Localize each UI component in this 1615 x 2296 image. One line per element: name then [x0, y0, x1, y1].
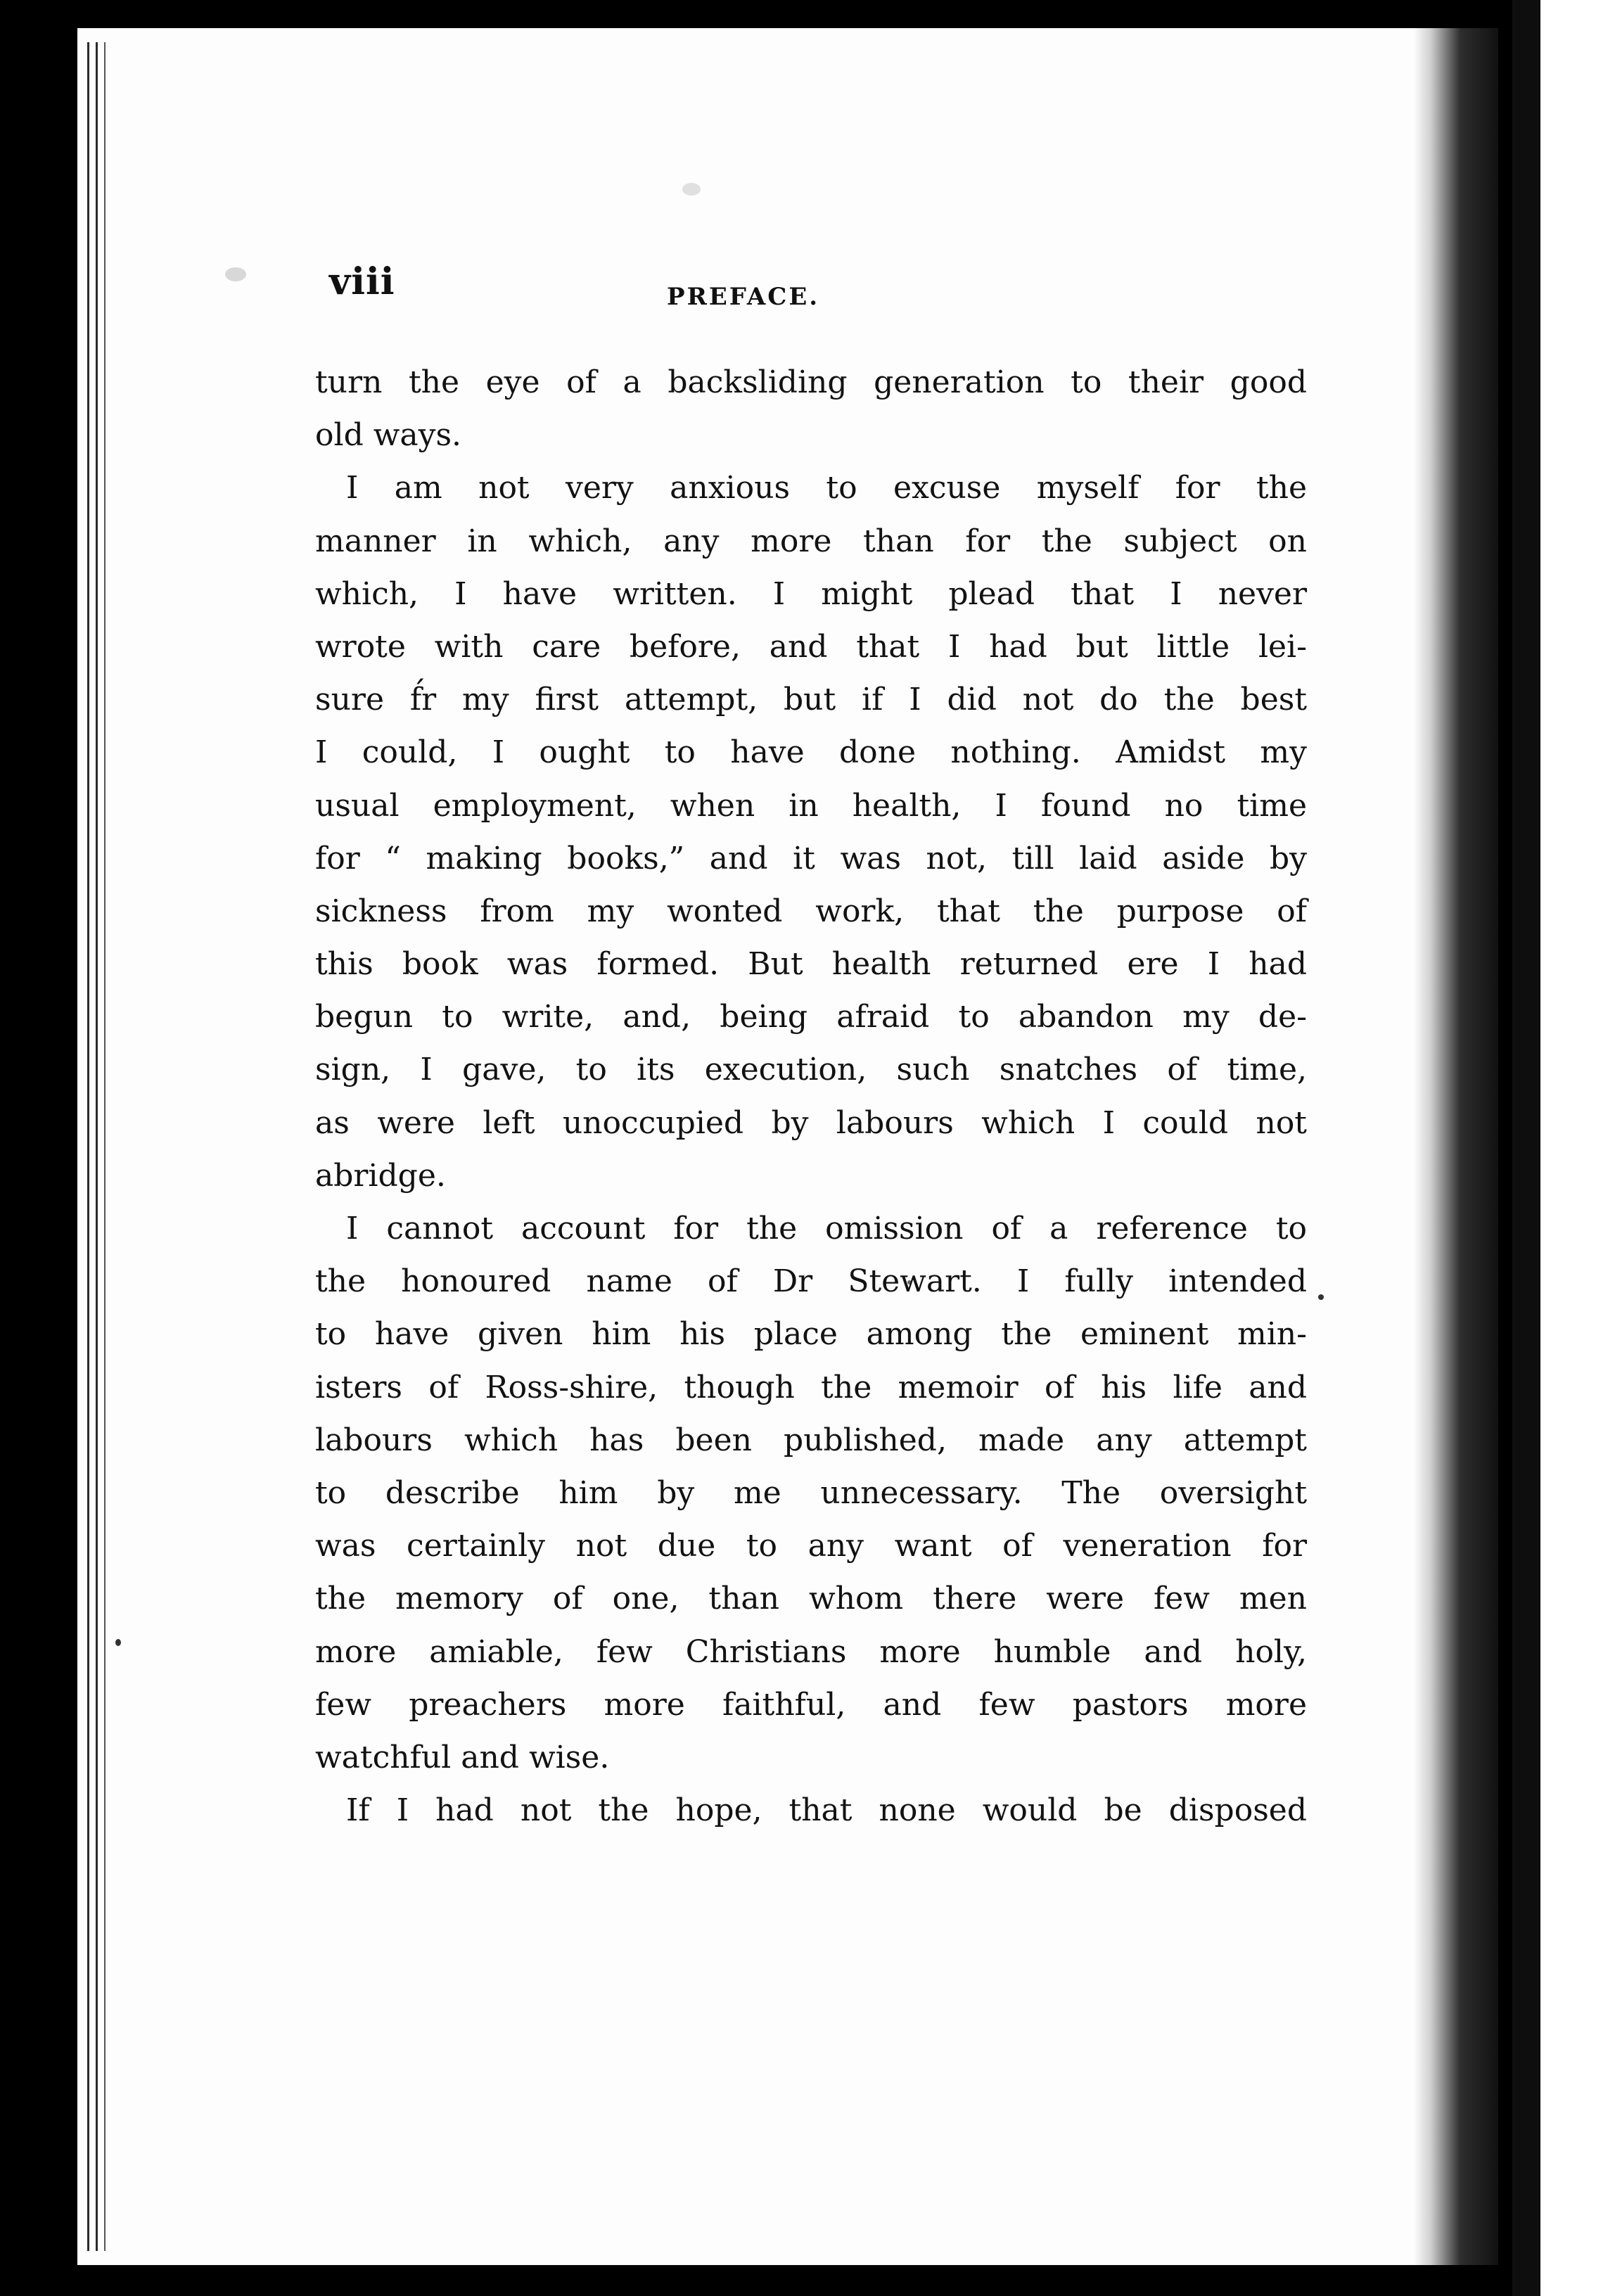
- text-line: to describe him by me unnecessary. The oversight: [315, 1474, 1307, 1511]
- page-edge-line: [104, 42, 106, 2251]
- text-line: labours which has been published, made any attempt: [315, 1422, 1307, 1458]
- text-line: I am not very anxious to excuse myself for the: [346, 470, 1307, 506]
- text-line: I cannot account for the omission of a reference to: [346, 1211, 1307, 1246]
- text-line: begun to write, and, being afraid to abandon my de-: [315, 999, 1307, 1035]
- gutter-shadow: [1414, 28, 1498, 2265]
- text-line: few preachers more faithful, and few pastors more: [315, 1686, 1307, 1723]
- adjacent-page-edge: [1512, 0, 1615, 2296]
- text-line: I could, I ought to have done nothing. Amidst my: [315, 734, 1307, 771]
- text-line: usual employment, when in health, I found no time: [315, 787, 1307, 824]
- text-line: abridge.: [315, 1157, 446, 1194]
- text-line: watchful and wise.: [315, 1739, 610, 1775]
- text-line: was certainly not due to any want of veneration for: [315, 1528, 1307, 1564]
- text-line: sure f́́r my first attempt, but if I did not do the best: [315, 682, 1307, 718]
- text-line: manner in which, any more than for the subject on: [315, 523, 1307, 559]
- text-line: which, I have written. I might plead that I never: [315, 575, 1307, 612]
- page-edge-line: [87, 42, 89, 2251]
- page-number: viii: [329, 260, 395, 303]
- text-line: as were left unoccupied by labours which I could not: [315, 1104, 1307, 1141]
- paper-blemish: [225, 267, 246, 281]
- text-line: this book was formed. But health returned ere I had: [315, 946, 1307, 983]
- text-line: for “ making books,” and it was not, till laid aside by: [315, 840, 1307, 876]
- text-line: isters of Ross-shire, though the memoir of his life and: [315, 1369, 1307, 1405]
- text-line: the memory of one, than whom there were few men: [315, 1581, 1307, 1617]
- text-line: to have given him his place among the eminent min-: [315, 1316, 1307, 1353]
- text-line: If I had not the hope, that none would be disposed: [346, 1792, 1307, 1829]
- text-line: sickness from my wonted work, that the purpose of: [315, 893, 1307, 929]
- text-line: wrote with care before, and that I had but little lei-: [315, 628, 1307, 665]
- text-line: the honoured name of Dr Stewart. I fully intended: [315, 1263, 1307, 1300]
- page-edge-line: [96, 42, 98, 2251]
- ink-speck: [1318, 1294, 1324, 1300]
- spine-shadow: [1512, 0, 1540, 2296]
- ink-speck: [115, 1639, 121, 1646]
- text-line: turn the eye of a backsliding generation to their good: [315, 364, 1307, 400]
- text-line: old ways.: [315, 417, 462, 454]
- paper-blemish: [682, 183, 701, 196]
- text-line: more amiable, few Christians more humble and holy,: [315, 1633, 1307, 1670]
- running-title: PREFACE.: [667, 283, 820, 311]
- text-line: sign, I gave, to its execution, such snatches of time,: [315, 1052, 1307, 1088]
- preface-body-text: [315, 356, 1307, 1837]
